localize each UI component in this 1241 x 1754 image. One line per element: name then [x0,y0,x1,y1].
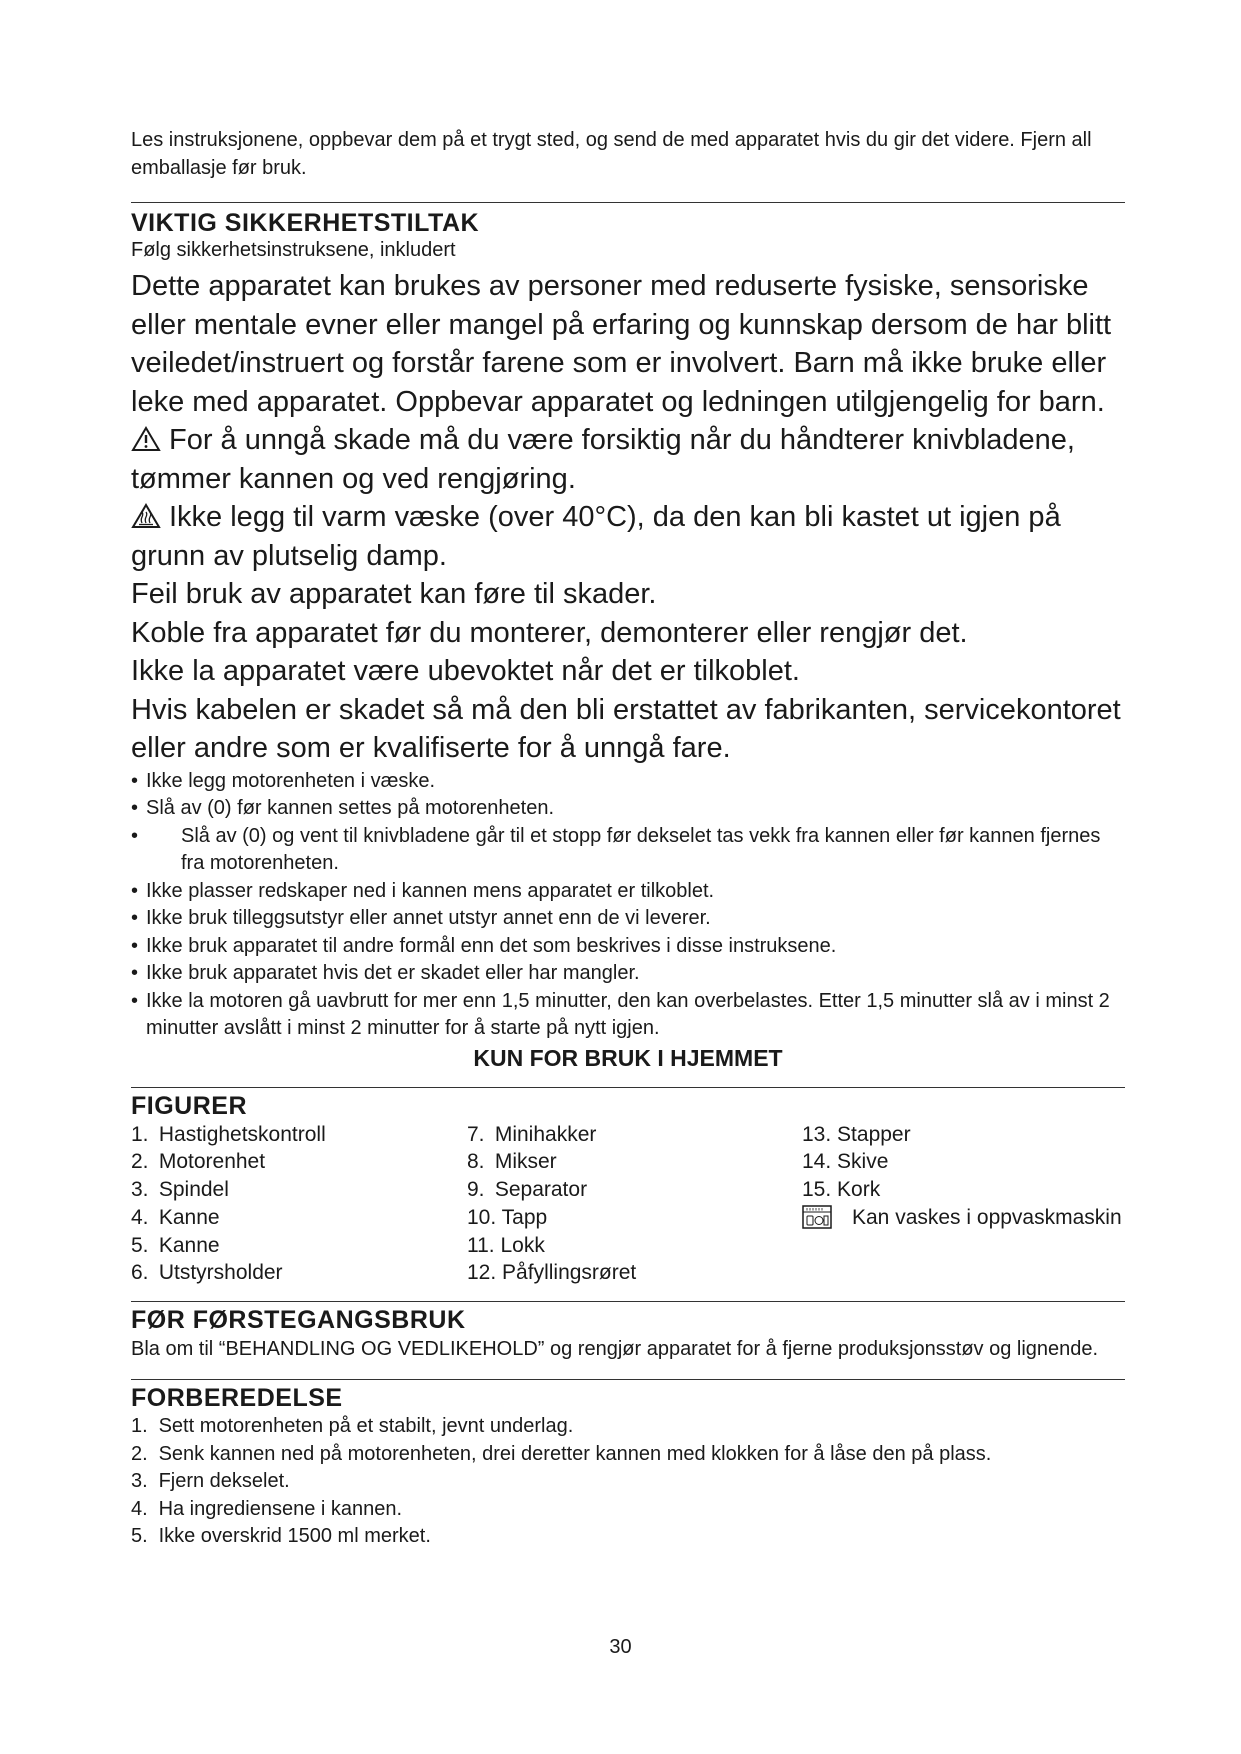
bullet-icon: • [131,797,139,819]
list-item: 14. Skive [802,1150,889,1174]
list-item: 12. Påfyllingsrøret [467,1261,637,1285]
warning-blades-text: For å unngå skade må du være forsiktig når du håndterer knivbladene, tømmer kannen og ved rengjøring. [131,424,1075,495]
warning-triangle-icon [131,426,161,452]
dishwasher-safe-note: Kan vaskes i oppvaskmaskin [802,1204,1125,1232]
figures-column-1 [131,1121,467,1288]
hot-surface-warning-icon [131,503,161,529]
warning-hot-liquid [131,498,1125,575]
bullet-icon: • [131,989,139,1012]
bullet-icon: • [131,962,139,984]
dishwasher-icon [802,1205,832,1229]
bullet-icon: • [131,769,139,792]
figures-column-2 [467,1121,802,1288]
safety-paragraph: Dette apparatet kan brukes av personer med reduserte fysiske, sensoriske eller mentale evner eller mangel på erfaring og kunnskap dersom de har blitt veiledet/instruert og forstår farene som er involvert. Barn må ikke bruke eller leke med apparatet. Oppbevar apparatet og ledningen utilgjengelig for barn. [131,270,1112,418]
list-item: 3. Fjern dekselet. [131,1470,290,1493]
safety-line-4: Hvis kabelen er skadet så må den bli erstattet av fabrikanten, servicekontoret eller andre som er kvalifiserte for å unngå fare. [131,693,1121,764]
page-content [131,126,1125,1551]
list-item: 15. Kork [802,1178,881,1202]
list-item: • Slå av (0) og vent til knivbladene går til et stopp før dekselet tas vekk fra kannen eller før kannen fjernes fra motorenheten. [131,824,1101,874]
list-item: 9. Separator [467,1178,588,1202]
first-use-heading: FØR FØRSTEGANGSBRUK [131,1306,466,1335]
first-use-text: Bla om til “BEHANDLING OG VEDLIKEHOLD” og rengjør apparatet for å fjerne produksjonsstøv og lignende. [131,1338,1099,1361]
preparation-steps [131,1413,1125,1551]
list-item: 7. Minihakker [467,1122,597,1146]
intro-text: Les instruksjonene, oppbevar dem på et trygt sted, og send de med apparatet hvis du gir det videre. Fjern all emballasje før bruk. [131,129,1092,179]
list-item: 6. Utstyrsholder [131,1261,283,1285]
list-item: • Ikke bruk tilleggsutstyr eller annet utstyr annet enn de vi leverer. [131,905,1125,933]
list-item: • Ikke legg motorenheten i væske. [131,768,1125,796]
bullet-icon: • [131,934,139,957]
figures-column-3 [802,1121,1125,1288]
bullet-icon: • [131,879,139,902]
list-item: 11. Lokk [467,1233,545,1257]
list-item: 5. Kanne [131,1233,220,1257]
bullet-icon: • [131,824,139,847]
list-item: 10. Tapp [467,1205,548,1229]
safety-subtitle: Følg sikkerhetsinstruksene, inkludert [131,239,456,261]
figures-list [131,1121,1125,1288]
preparation-heading: FORBEREDELSE [131,1384,343,1413]
list-item: 3. Spindel [131,1178,229,1202]
list-item: 4. Ha ingrediensene i kannen. [131,1497,403,1520]
list-item: • Slå av (0) før kannen settes på motorenheten. [131,795,1125,823]
page-number: 30 [609,1636,632,1658]
safety-line-3: Ikke la apparatet være ubevoktet når det er tilkoblet. [131,655,800,687]
list-item: • Ikke la motoren gå uavbrutt for mer enn 1,5 minutter, den kan overbelastes. Etter 1,5 minutter slå av i minst 2 minutter avslått i minst 2 minutter for å starte på nytt igjen. [131,989,1110,1039]
list-item: 5. Ikke overskrid 1500 ml merket. [131,1525,431,1548]
list-item: 1. Sett motorenheten på et stabilt, jevnt underlag. [131,1415,574,1438]
list-item: 13. Stapper [802,1122,911,1146]
list-item: • Ikke plasser redskaper ned i kannen mens apparatet er tilkoblet. [131,878,1125,906]
list-item: 8. Mikser [467,1150,557,1174]
list-item: 1. Hastighetskontroll [131,1122,326,1146]
safety-heading: VIKTIG SIKKERHETSTILTAK [131,209,480,237]
warning-blades [131,421,1125,498]
list-item: 2. Senk kannen ned på motorenheten, drei deretter kannen med klokken for å låse den på plass. [131,1442,992,1465]
household-use-heading: KUN FOR BRUK I HJEMMET [473,1044,783,1071]
list-item: • Ikke bruk apparatet hvis det er skadet eller har mangler. [131,960,1125,988]
list-item: • Ikke bruk apparatet til andre formål enn det som beskrives i disse instruksene. [131,933,1125,961]
safety-line-2: Koble fra apparatet før du monterer, demonterer eller rengjør det. [131,616,968,649]
list-item: 4. Kanne [131,1205,220,1229]
bullet-icon: • [131,907,139,929]
safety-line-1: Feil bruk av apparatet kan føre til skader. [131,578,657,610]
figures-heading: FIGURER [131,1091,247,1120]
warning-hot-liquid-text: Ikke legg til varm væske (over 40°C), da den kan bli kastet ut igjen på grunn av plutselig damp. [131,501,1061,572]
list-item: 2. Motorenhet [131,1150,266,1174]
safety-bullet-list [131,768,1125,1043]
